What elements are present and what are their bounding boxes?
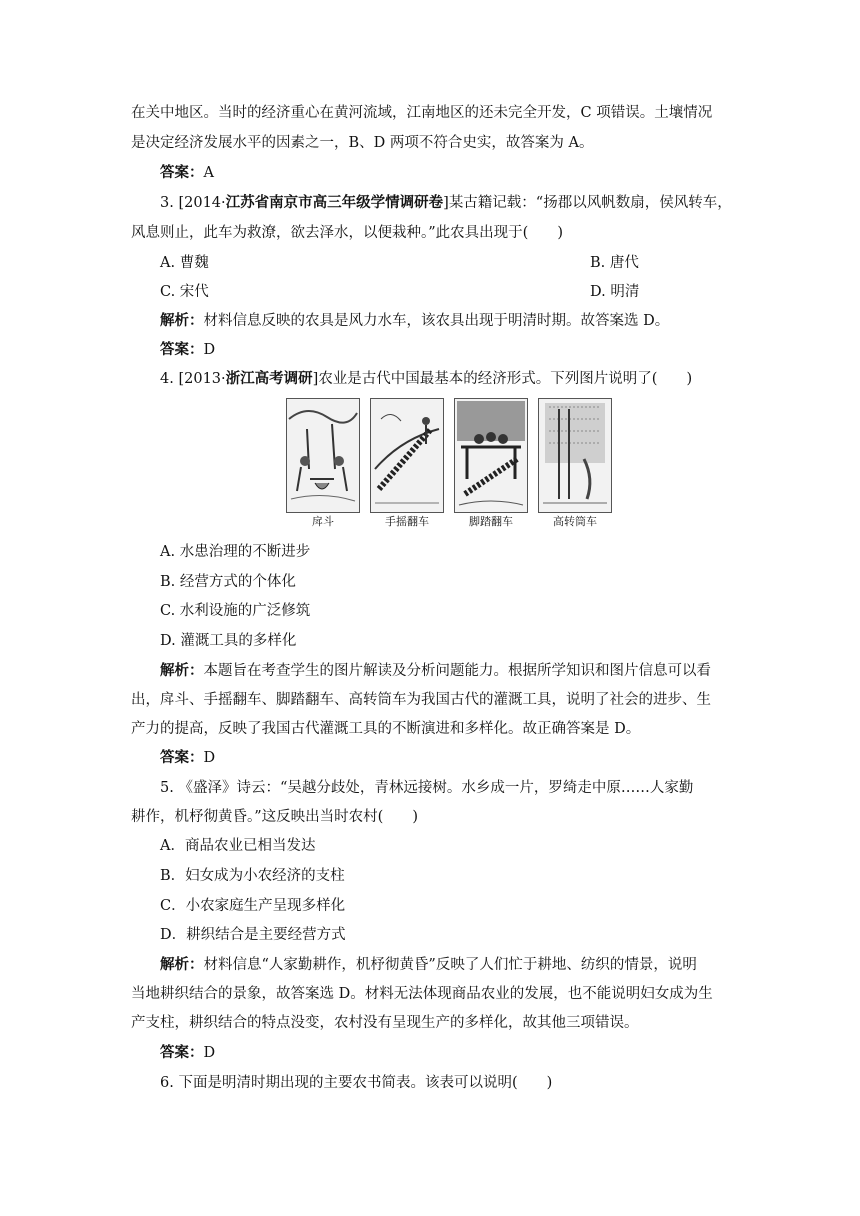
- source-name: 江苏省南京市高三年级学情调研卷: [225, 194, 444, 211]
- illustration-hand-cranked-waterwheel: [370, 398, 444, 513]
- question-5-stem-cont: 耕作，机杼彻黄昏。”这反映出当时农村( ): [131, 809, 418, 825]
- option-d: D. 灌溉工具的多样化: [160, 633, 297, 649]
- illustration-high-tube-wheel: [538, 398, 612, 513]
- figure-caption: 戽斗: [312, 515, 334, 528]
- figure-caption: 高转筒车: [553, 515, 597, 528]
- option-d: D．耕织结合是主要经营方式: [160, 927, 346, 943]
- irrigation-tools-figure: [282, 398, 612, 533]
- source-year: 2013·: [184, 371, 226, 387]
- answer-value: D: [203, 342, 216, 358]
- option-d: D. 明清: [590, 284, 640, 300]
- option-b: B．妇女成为小农经济的支柱: [160, 868, 345, 884]
- source-name: 浙江高考调研: [225, 370, 313, 387]
- question-number: 3.: [160, 195, 174, 211]
- explanation-cont: 产力的提高，反映了我国古代灌溉工具的不断演进和多样化。故正确答案是 D。: [131, 721, 641, 737]
- explanation-label: 解析：: [160, 312, 204, 329]
- option-b: B. 唐代: [590, 255, 639, 271]
- answer-value: D: [203, 1045, 216, 1061]
- explanation: 解析：本题旨在考查学生的图片解读及分析问题能力。根据所学知识和图片信息可以看: [160, 662, 711, 679]
- option-a: A. 水患治理的不断进步: [160, 544, 311, 560]
- illustration-pedal-waterwheel: [454, 398, 528, 513]
- question-number: 4.: [160, 371, 174, 387]
- explanation-cont: 当地耕织结合的景象，故答案选 D。材料无法体现商品农业的发展，也不能说明妇女成为生: [131, 986, 713, 1002]
- option-c: C．小农家庭生产呈现多样化: [160, 898, 346, 914]
- figure-caption: 脚踏翻车: [469, 515, 513, 528]
- question-3-stem: 3. [2014·江苏省南京市高三年级学情调研卷]某古籍记载：“扬郡以风帆数扇，侯风转车，: [160, 194, 732, 211]
- explanation-cont: 产支柱，耕织结合的特点没变，农村没有呈现生产的多样化，故其他三项错误。: [131, 1015, 639, 1031]
- answer-label: 答案：: [160, 164, 204, 181]
- answer-value: A: [203, 165, 214, 181]
- illustration-dou-bucket: [286, 398, 360, 513]
- answer-value: D: [203, 750, 216, 766]
- explanation-label: 解析：: [160, 662, 204, 679]
- source-year: 2014·: [184, 195, 226, 211]
- explanation: 解析：材料信息“人家勤耕作，机杼彻黄昏”反映了人们忙于耕地、纺织的情景，说明: [160, 956, 697, 973]
- option-a: A．商品农业已相当发达: [160, 838, 316, 854]
- question-6-stem: 6. 下面是明清时期出现的主要农书简表。该表可以说明( ): [160, 1075, 553, 1091]
- answer-line: [160, 748, 215, 768]
- answer-label: 答案：: [160, 1044, 204, 1061]
- answer-line: [160, 340, 215, 360]
- option-c: C. 宋代: [160, 284, 209, 300]
- option-c: C. 水利设施的广泛修筑: [160, 603, 311, 619]
- paragraph-line: 是决定经济发展水平的因素之一，B、D 两项不符合史实，故答案为 A。: [131, 135, 594, 151]
- option-b: B. 经营方式的个体化: [160, 574, 296, 590]
- answer-label: 答案：: [160, 749, 204, 766]
- explanation: 解析：材料信息反映的农具是风力水车，该农具出现于明清时期。故答案选 D。: [160, 312, 670, 329]
- paragraph-line: 在关中地区。当时的经济重心在黄河流域，江南地区的还未完全开发，C 项错误。土壤情况: [131, 105, 713, 121]
- question-3-stem-cont: 风息则止，此车为救潦，欲去泽水，以便栽种。”此农具出现于( ): [131, 225, 563, 241]
- explanation-label: 解析：: [160, 956, 204, 973]
- answer-line: [160, 1043, 215, 1063]
- figure-caption: 手摇翻车: [385, 515, 429, 528]
- question-4-stem: 4. [2013·浙江高考调研]农业是古代中国最基本的经济形式。下列图片说明了( ): [160, 370, 693, 387]
- explanation-cont: 出，戽斗、手摇翻车、脚踏翻车、高转筒车为我国古代的灌溉工具，说明了社会的进步、生: [131, 692, 711, 708]
- option-row: [160, 282, 640, 302]
- question-5-stem: 5. 《盛泽》诗云：“吴越分歧处，青林远接树。水乡成一片，罗绮走中原……人家勤: [160, 780, 694, 796]
- option-row: [160, 253, 639, 273]
- answer-label: 答案：: [160, 341, 204, 358]
- answer-line: [160, 163, 214, 183]
- option-a: A. 曹魏: [160, 255, 209, 271]
